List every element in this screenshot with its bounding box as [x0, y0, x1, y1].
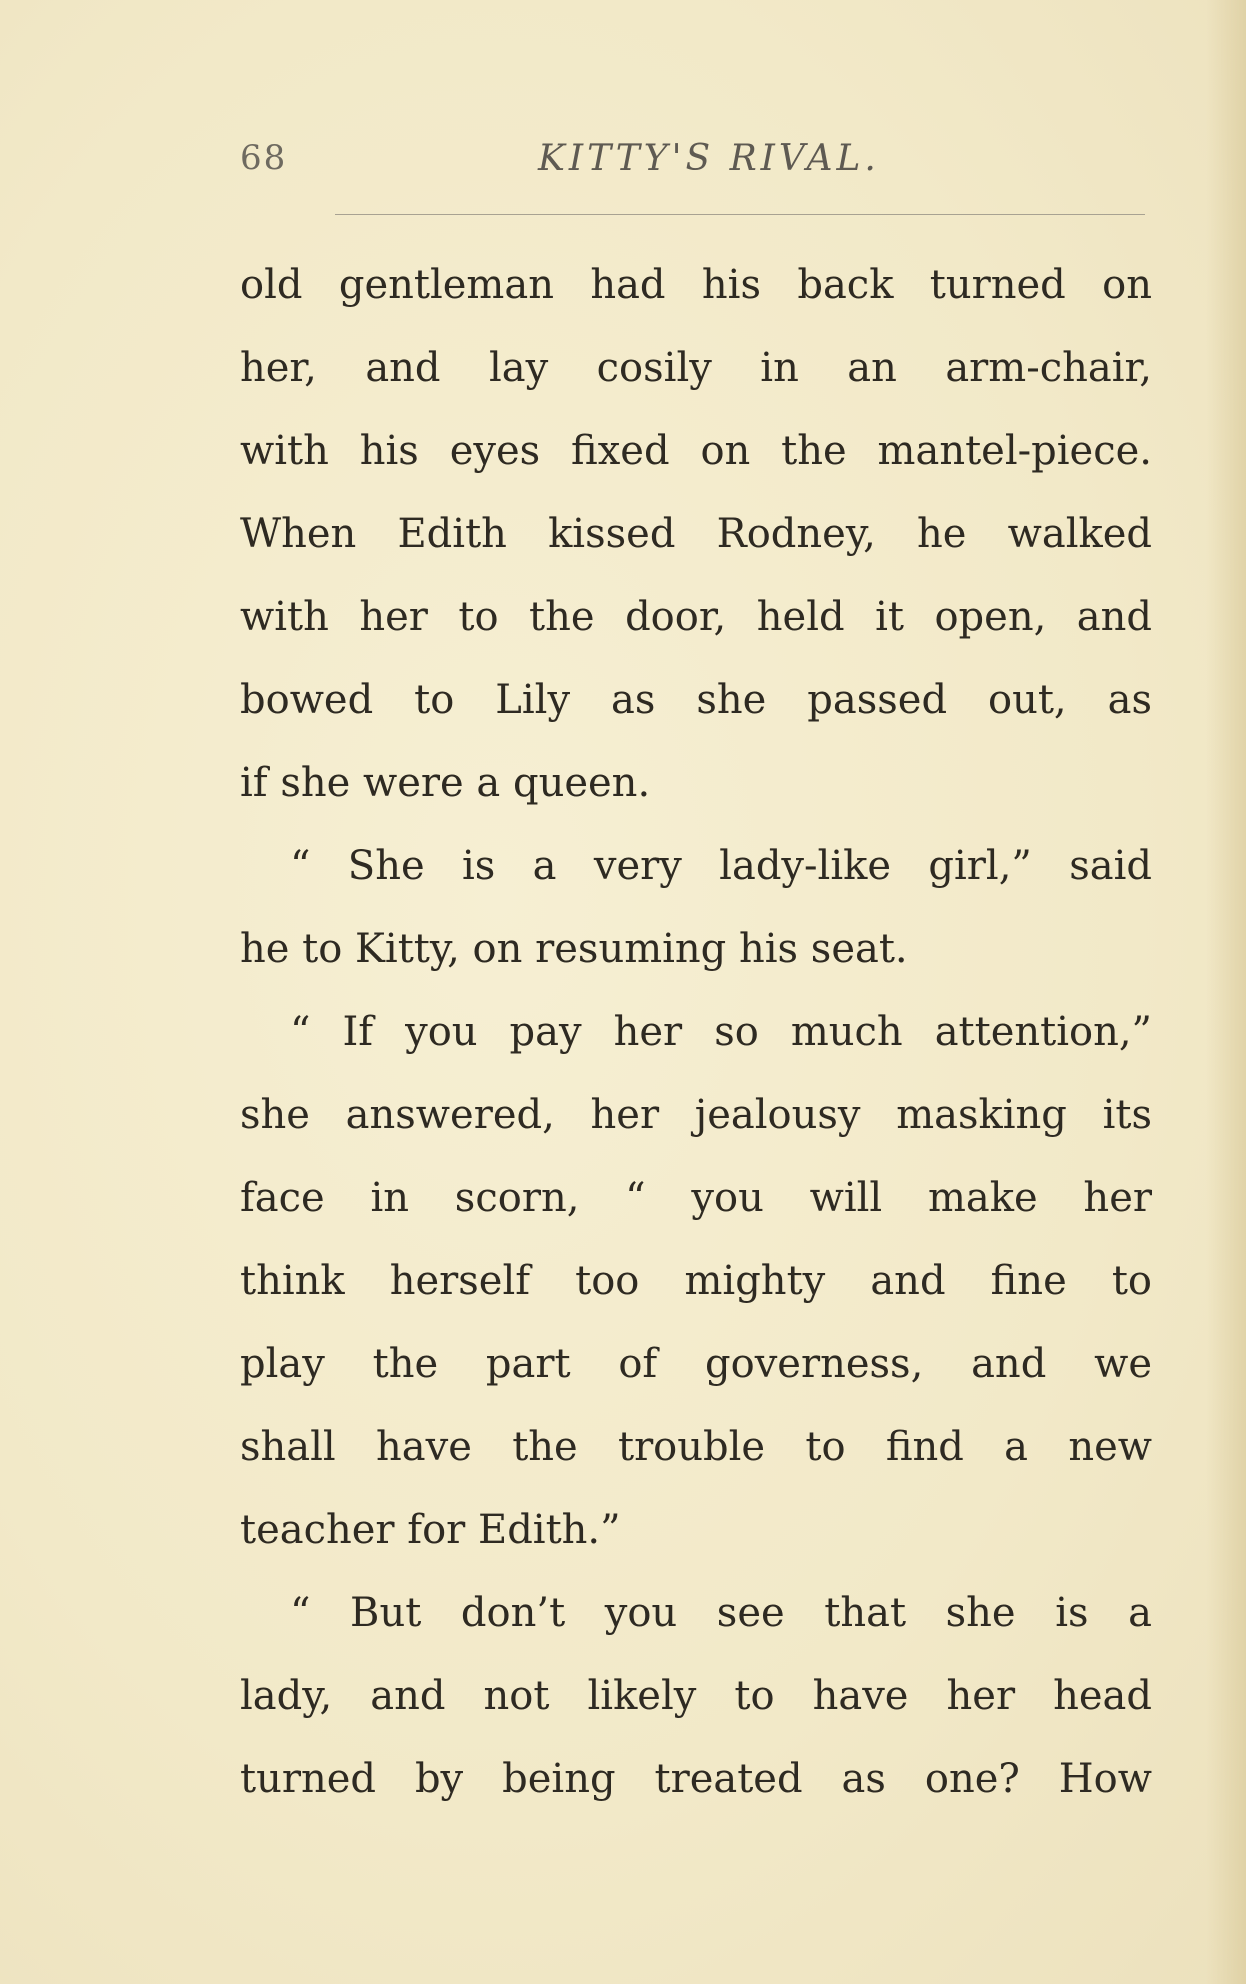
text-line: he to Kitty, on resuming his seat.	[240, 926, 908, 972]
text-line: “ But don’t you see that she is a	[290, 1590, 1152, 1636]
text-line: “ She is a very lady-like girl,” said	[290, 843, 1152, 889]
text-line: she answered, her jealousy masking its	[240, 1092, 1152, 1138]
text-line: play the part of governess, and we	[240, 1341, 1152, 1387]
page-number: 68	[240, 138, 288, 178]
text-line: with his eyes fixed on the mantel-piece.	[240, 428, 1152, 474]
text-line: lady, and not likely to have her head	[240, 1673, 1152, 1719]
text-line: old gentleman had his back turned on	[240, 262, 1152, 308]
page-edge-shadow	[1206, 0, 1246, 1984]
text-line: bowed to Lily as she passed out, as	[240, 677, 1152, 723]
page-header	[0, 138, 1246, 188]
text-line: face in scorn, “ you will make her	[240, 1175, 1152, 1221]
text-line: turned by being treated as one? How	[240, 1756, 1152, 1802]
text-line: shall have the trouble to find a new	[240, 1424, 1152, 1470]
text-line: her, and lay cosily in an arm-chair,	[240, 345, 1152, 391]
running-title: KITTY'S RIVAL.	[538, 138, 880, 179]
text-line: if she were a queen.	[240, 760, 651, 806]
header-rule	[335, 214, 1145, 215]
text-line: “ If you pay her so much attention,”	[290, 1009, 1152, 1055]
text-line: teacher for Edith.”	[240, 1507, 621, 1553]
text-line: with her to the door, held it open, and	[240, 594, 1152, 640]
text-line: When Edith kissed Rodney, he walked	[240, 511, 1152, 557]
text-line: think herself too mighty and fine to	[240, 1258, 1152, 1304]
body-text	[240, 244, 1152, 1821]
